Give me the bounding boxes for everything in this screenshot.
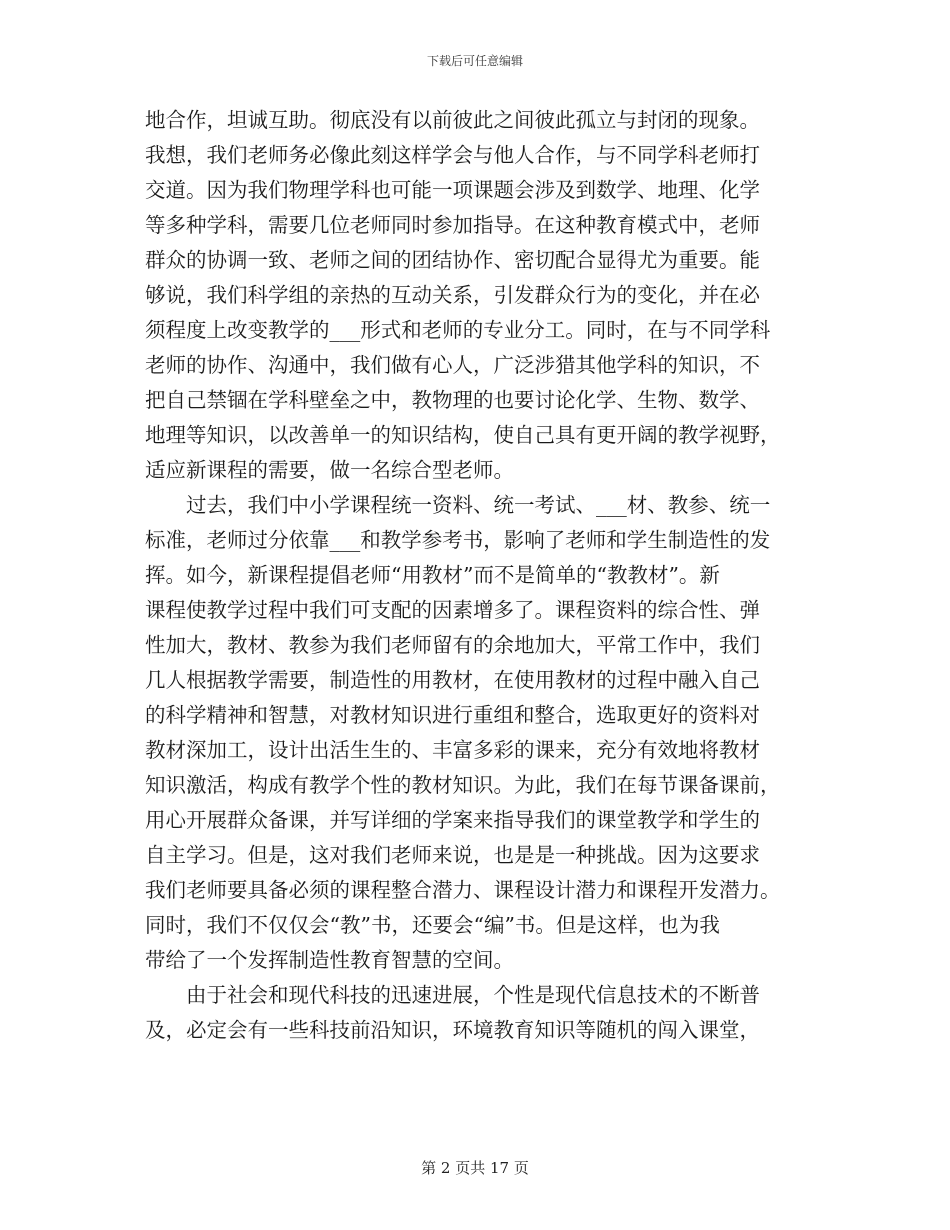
text-line: 课程使教学过程中我们可支配的因素增多了。课程资料的综合性、弹 — [145, 598, 760, 622]
text-line: 把自己禁锢在学科壁垒之中，教物理的也要讨论化学、生物、数学、 — [145, 388, 760, 412]
text-line: 由于社会和现代科技的迅速进展，个性是现代信息技术的不断普 — [145, 983, 760, 1007]
text-line: 同时，我们不仅仅会“教”书，还要会“编”书。但是这样，也为我 — [145, 913, 720, 937]
text-line: 教材深加工，设计出活生生的、丰富多彩的课来，充分有效地将教材 — [145, 738, 760, 762]
text-line: 几人根据教学需要，制造性的用教材，在使用教材的过程中融入自己 — [145, 668, 760, 692]
text-line: 及，必定会有一些科技前沿知识，环境教育知识等随机的闯入课堂， — [145, 1018, 760, 1042]
text-line: 用心开展群众备课，并写详细的学案来指导我们的课堂教学和学生的 — [145, 808, 760, 832]
text-line: 适应新课程的需要，做一名综合型老师。 — [145, 458, 514, 482]
text-line: 老师的协作、沟通中，我们做有心人，广泛涉猎其他学科的知识，不 — [145, 353, 760, 377]
text-line: 带给了一个发挥制造性教育智慧的空间。 — [145, 948, 514, 972]
text-line: 我想，我们老师务必像此刻这样学会与他人合作，与不同学科老师打 — [145, 143, 760, 167]
page-header: 下载后可任意编辑 — [426, 54, 523, 68]
text-line: 交道。因为我们物理学科也可能一项课题会涉及到数学、地理、化学 — [145, 178, 760, 202]
text-line: 性加大，教材、教参为我们老师留有的余地加大，平常工作中，我们 — [145, 633, 760, 657]
text-line: 等多种学科，需要几位老师同时参加指导。在这种教育模式中，老师 — [145, 213, 760, 237]
text-line: 自主学习。但是，这对我们老师来说，也是是一种挑战。因为这要求 — [145, 843, 760, 867]
text-line: 知识激活，构成有教学个性的教材知识。为此，我们在每节课备课前， — [145, 773, 781, 797]
text-line: 过去，我们中小学课程统一资料、统一考试、___材、教参、统一 — [145, 493, 771, 517]
text-line: 够说，我们科学组的亲热的互动关系，引发群众行为的变化，并在必 — [145, 283, 760, 307]
text-line: 挥。如今，新课程提倡老师“用教材”而不是简单的“教教材”。新 — [145, 563, 720, 587]
document-body — [145, 103, 815, 1048]
text-line: 须程度上改变教学的___形式和老师的专业分工。同时，在与不同学科 — [145, 318, 771, 342]
text-line: 的科学精神和智慧，对教材知识进行重组和整合，选取更好的资料对 — [145, 703, 760, 727]
text-line: 群众的协调一致、老师之间的团结协作、密切配合显得尤为重要。能 — [145, 248, 760, 272]
text-line: 标准，老师过分依靠___和教学参考书，影响了老师和学生制造性的发 — [145, 528, 771, 552]
text-line: 地理等知识，以改善单一的知识结构，使自己具有更开阔的教学视野， — [145, 423, 781, 447]
text-line: 地合作，坦诚互助。彻底没有以前彼此之间彼此孤立与封闭的现象。 — [145, 108, 760, 132]
page-footer: 第 2 页共 17 页 — [421, 1159, 529, 1177]
text-line: 我们老师要具备必须的课程整合潜力、课程设计潜力和课程开发潜力。 — [145, 878, 781, 902]
